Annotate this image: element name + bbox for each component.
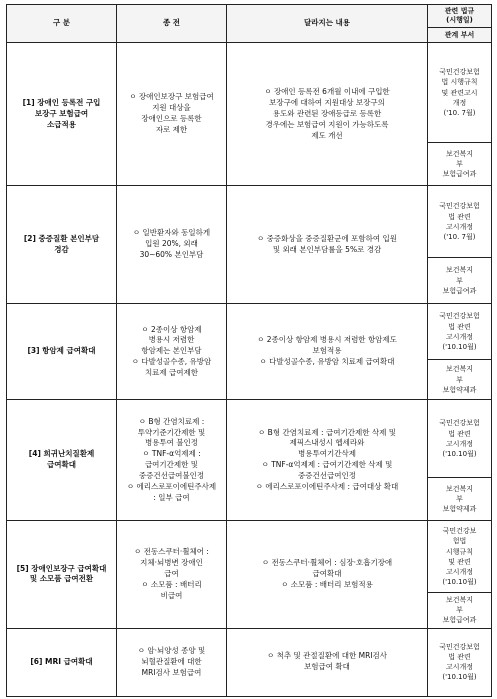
row-category: [6] MRI 급여확대 bbox=[7, 628, 117, 696]
row-dept: 보건복지 부 보험약제과 bbox=[428, 478, 492, 521]
row-law: 국민건강보험 법 관련 고시개정 ('10.10월) bbox=[428, 400, 492, 478]
row-law: 국민건강보험 법 시행규칙 및 관련고시 개정 ('10. 7월) bbox=[428, 43, 492, 143]
row-category: [5] 장애인보장구 급여확대 및 소모품 급여전환 bbox=[7, 521, 117, 628]
header-condition: 종 전 bbox=[117, 5, 227, 43]
row-law: 국민건강보험 법 관련 고시개정 ('10. 7월) bbox=[428, 186, 492, 258]
header-change: 달라지는 내용 bbox=[227, 5, 428, 43]
row-change: ㅇ 척추 및 관절질환에 대한 MRI검사 보험급여 확대 bbox=[227, 628, 428, 696]
policy-changes-table bbox=[6, 4, 492, 697]
row-dept: 보건복지 부 보험급여과 bbox=[428, 143, 492, 186]
row-category: [3] 항암제 급여확대 bbox=[7, 304, 117, 400]
row-law: 국민건강보험 법 관련 고시개정 ('10.10월) bbox=[428, 304, 492, 360]
row-change: ㅇ 중증화상을 중증질환군에 포함하여 입원 및 외래 본인부담률을 5%로 경감 bbox=[227, 186, 428, 304]
row-change: ㅇ 장애인 등록전 6개월 이내에 구입한 보장구에 대하여 지원대상 보장구의 용도와 관련된 장애등급로 등록한 경우에는 보험급여 지원이 가능하도록 제도 개선 bbox=[227, 43, 428, 186]
row-dept: 보건복지 부 보험급여과 bbox=[428, 258, 492, 304]
header-law: 관련 법규 (시행일) bbox=[428, 5, 492, 28]
row-condition: ㅇ 2종이상 항암제 병용시 저렴한 항암제는 본인부담 ㅇ 다발성골수종, 유방암 치료제 급여제한 bbox=[117, 304, 227, 400]
row-condition: ㅇ B형 간염치료제 : 투약기준기간제한 및 병용투여 불인정 ㅇ TNF-α억제제 : 급여기간제한 및 중증건선급여불인정 ㅇ 에리스로포이에틴주사제 : 일부 급여 bbox=[117, 400, 227, 521]
row-category: [1] 장애인 등록전 구입 보장구 보험급여 소급적용 bbox=[7, 43, 117, 186]
row-category: [2] 중증질환 본인부담 경감 bbox=[7, 186, 117, 304]
row-law: 국민건강보험 법 관련 고시개정 ('10.10월) bbox=[428, 628, 492, 696]
row-condition: ㅇ 전동스쿠터·휠체어 : 지체·뇌병변 장애인 급여 ㅇ 소모품 : 배터리 비급여 bbox=[117, 521, 227, 628]
row-condition: ㅇ 일반환자와 동일하게 입원 20%, 외래 30~60% 본인부담 bbox=[117, 186, 227, 304]
row-change: ㅇ B형 간염치료제 : 급여기간제한 삭제 및 제픽스내성시 헵세라와 병용투여기간삭제 ㅇ TNF-α억제제 : 급여기간제한 삭제 및 중증건선급여인정 ㅇ 에리스로포이에틴주사제 : 급여대상 확대 bbox=[227, 400, 428, 521]
row-condition: ㅇ 장애인보장구 보험급여 지원 대상을 장애인으로 등록한 자로 제한 bbox=[117, 43, 227, 186]
row-condition: ㅇ 암·뇌양성 종양 및 뇌혈관질환에 대한 MRI검사 보험급여 bbox=[117, 628, 227, 696]
row-law: 국민건강보 험법 시행규칙 및 관련 고시개정 ('10.10월) bbox=[428, 521, 492, 593]
header-category: 구 분 bbox=[7, 5, 117, 43]
row-dept: 보건복지 부 보험급여과 bbox=[428, 593, 492, 628]
header-dept: 관계 부서 bbox=[428, 28, 492, 43]
row-change: ㅇ 2종이상 항암제 병용시 저렴한 항암제도 보험적용 ㅇ 다발성골수종, 유방암 치료제 급여확대 bbox=[227, 304, 428, 400]
row-dept: 보건복지 부 보험약제과 bbox=[428, 360, 492, 400]
row-change: ㅇ 전동스쿠터·휠체어 : 심장·호흡기장애 급여확대 ㅇ 소모품 : 배터리 보험적용 bbox=[227, 521, 428, 628]
row-category: [4] 희귀난치질환제 급여확대 bbox=[7, 400, 117, 521]
